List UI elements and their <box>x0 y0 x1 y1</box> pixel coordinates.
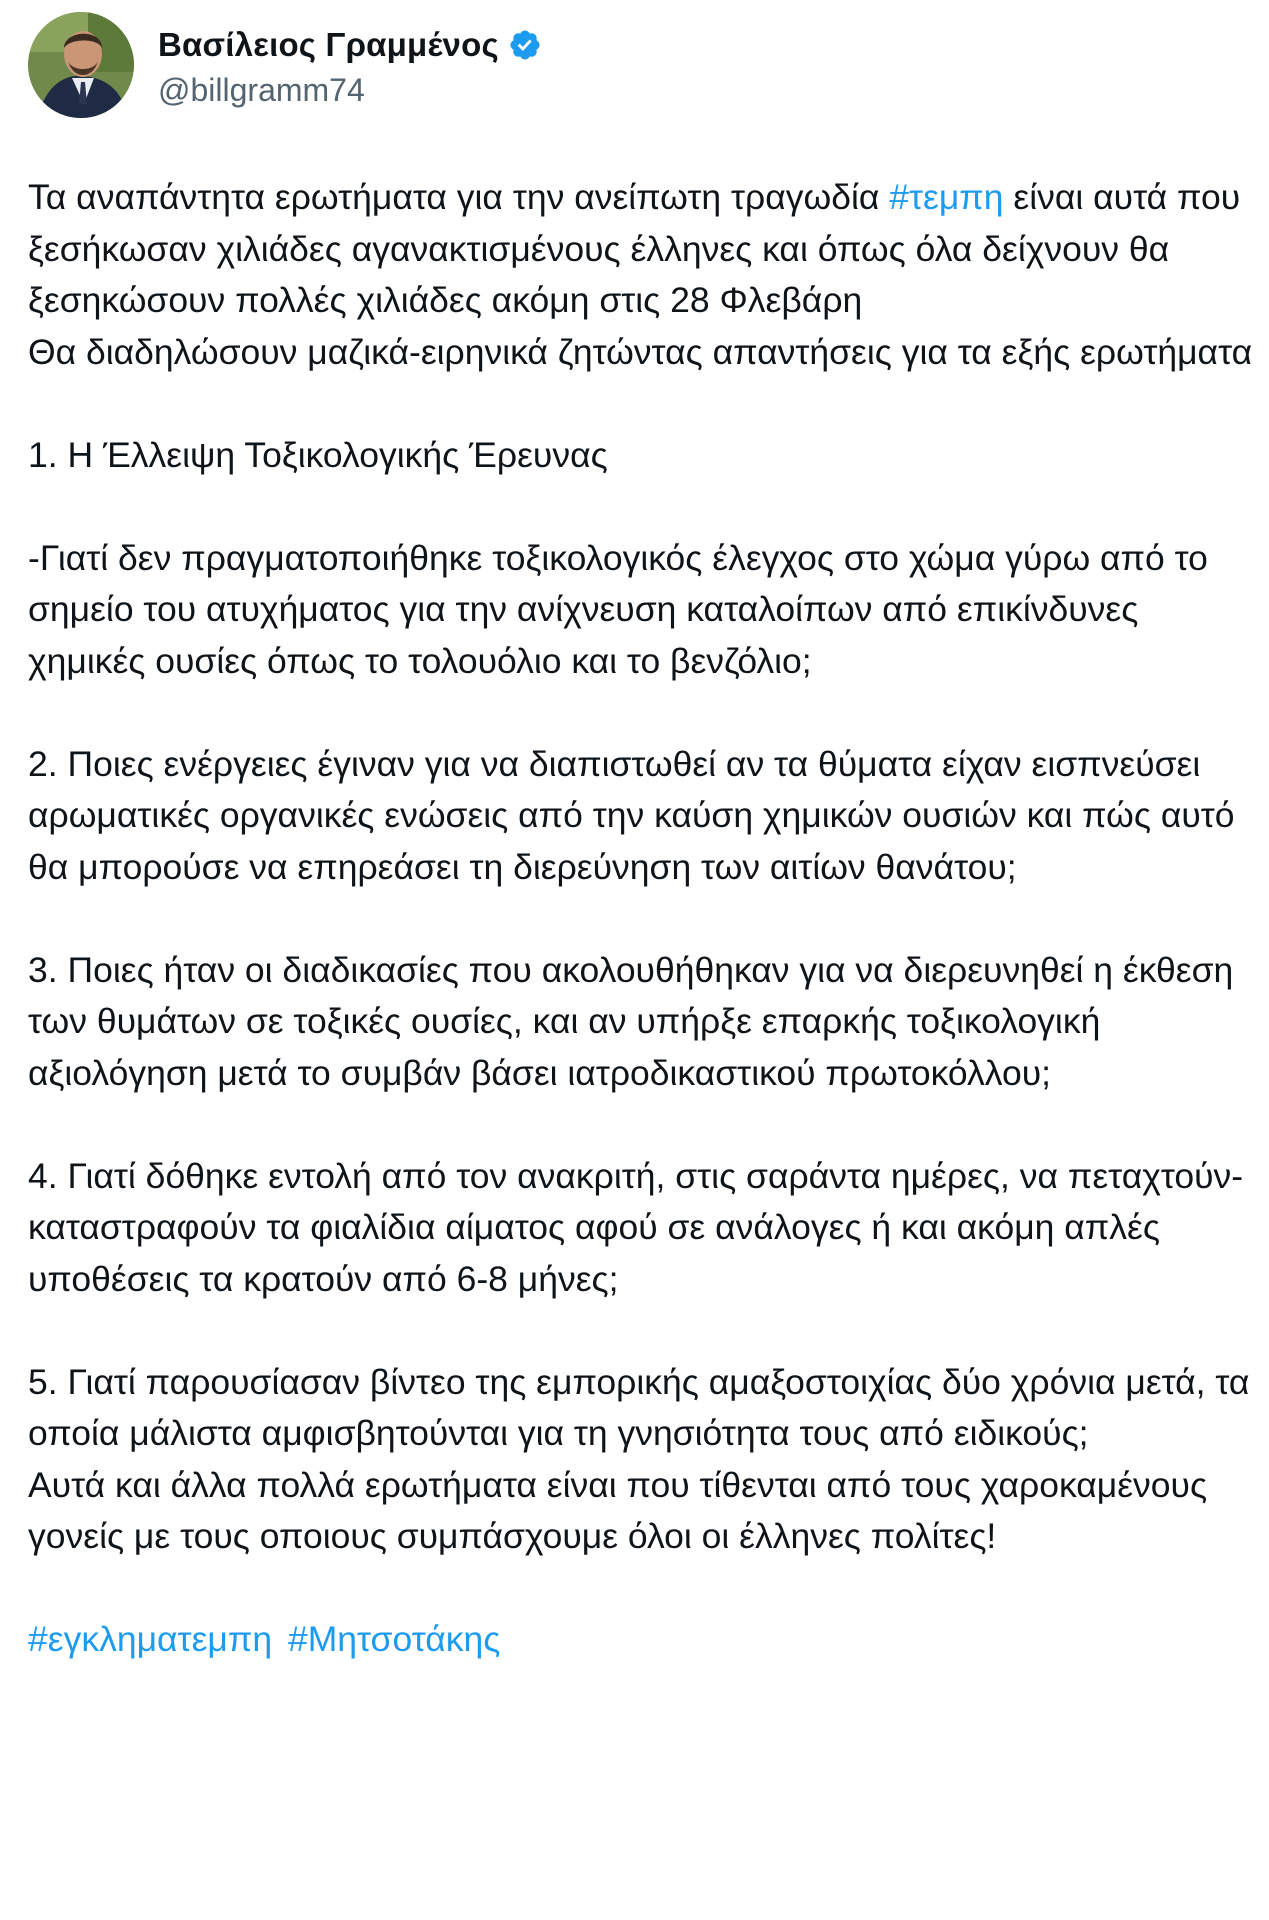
hashtag-link[interactable]: #εγκληματεμπη <box>28 1619 273 1659</box>
intro-text-after: είναι αυτά που ξεσήκωσαν χιλιάδες αγανακτισμένους έλληνες και όπως όλα δείχνουν θα ξεσηκώσουν πολλές χιλιάδες ακόμη στις 28 Φλεβάρη <box>28 177 1241 320</box>
closing-paragraph: Αυτά και άλλα πολλά ερωτήματα είναι που τίθενται από τους χαροκαμένους γονείς με τους οποιους συμπάσχουμε όλοι οι έλληνες πολίτες! <box>28 1464 1208 1556</box>
paragraph-spacer <box>28 481 1258 533</box>
intro-text-before: Τα αναπάντητα ερωτήματα για την ανείπωτη τραγωδία <box>28 177 890 217</box>
section-title: 1. Η Έλλειψη Τοξικολογικής Έρευνας <box>28 434 608 475</box>
intro-line-2: Θα διαδηλώσουν μαζικά-ειρηνικά ζητώντας απαντήσεις για τα εξής ερωτήματα <box>28 331 1253 372</box>
verified-badge-icon <box>508 28 542 62</box>
tweet-intro <box>28 172 1258 327</box>
question-paragraph: 2. Ποιες ενέργειες έγιναν για να διαπιστωθεί αν τα θύματα είχαν εισπνεύσει αρωματικές οργανικές ενώσεις από την καύση χημικών ουσιών και πώς αυτό θα μπορούσε να επηρεάσει τη διερεύνηση των αιτίων θανάτου; <box>28 743 1235 887</box>
tweet-text <box>28 172 1258 1666</box>
paragraph-spacer <box>28 378 1258 430</box>
tweet-header <box>28 10 542 120</box>
question-paragraph: 3. Ποιες ήταν οι διαδικασίες που ακολουθήθηκαν για να διερευνηθεί η έκθεση των θυμάτων σε τοξικές ουσίες, και αν υπήρξε επαρκής τοξικολογική αξιολόγηση μετά το συμβάν βάσει ιατροδικαστικού πρωτοκόλλου; <box>28 949 1234 1093</box>
paragraph-spacer <box>28 1563 1258 1615</box>
display-name[interactable]: Βασίλειος Γραμμένος <box>158 25 499 63</box>
author-names <box>158 22 542 109</box>
hashtag-link[interactable]: #Μητσοτάκης <box>287 1619 501 1659</box>
paragraph-spacer <box>28 687 1258 739</box>
user-handle[interactable]: @billgramm74 <box>158 71 365 108</box>
question-paragraph: 4. Γιατί δόθηκε εντολή από τον ανακριτή, στις σαράντα ημέρες, να πεταχτούν- καταστραφούν τα φιαλίδια αίματος αφού σε ανάλογες ή και ακόμη απλές υποθέσεις τα κρατούν από 6-8 μήνες; <box>28 1155 1244 1299</box>
avatar-image <box>28 12 134 118</box>
paragraph-spacer <box>28 1305 1258 1357</box>
question-paragraph: -Γιατί δεν πραγματοποιήθηκε τοξικολογικός έλεγχος στο χώμα γύρω από το σημείο του ατυχήματος για την ανίχνευση καταλοίπων από επικίνδυνες χημικές ουσίες όπως το τολουόλιο και το βενζόλιο; <box>28 537 1208 681</box>
display-name-row <box>158 22 542 68</box>
hashtag-link[interactable]: #τεμπη <box>889 177 1004 217</box>
hashtags-line <box>28 1614 1258 1666</box>
avatar[interactable] <box>28 12 134 118</box>
question-paragraph: 5. Γιατί παρουσίασαν βίντεο της εμπορικής αμαξοστοιχίας δύο χρόνια μετά, τα οποία μάλιστα αμφισβητούνται για τη γνησιότητα τους από ειδικούς; <box>28 1361 1250 1453</box>
paragraph-spacer <box>28 893 1258 945</box>
paragraph-spacer <box>28 1099 1258 1151</box>
